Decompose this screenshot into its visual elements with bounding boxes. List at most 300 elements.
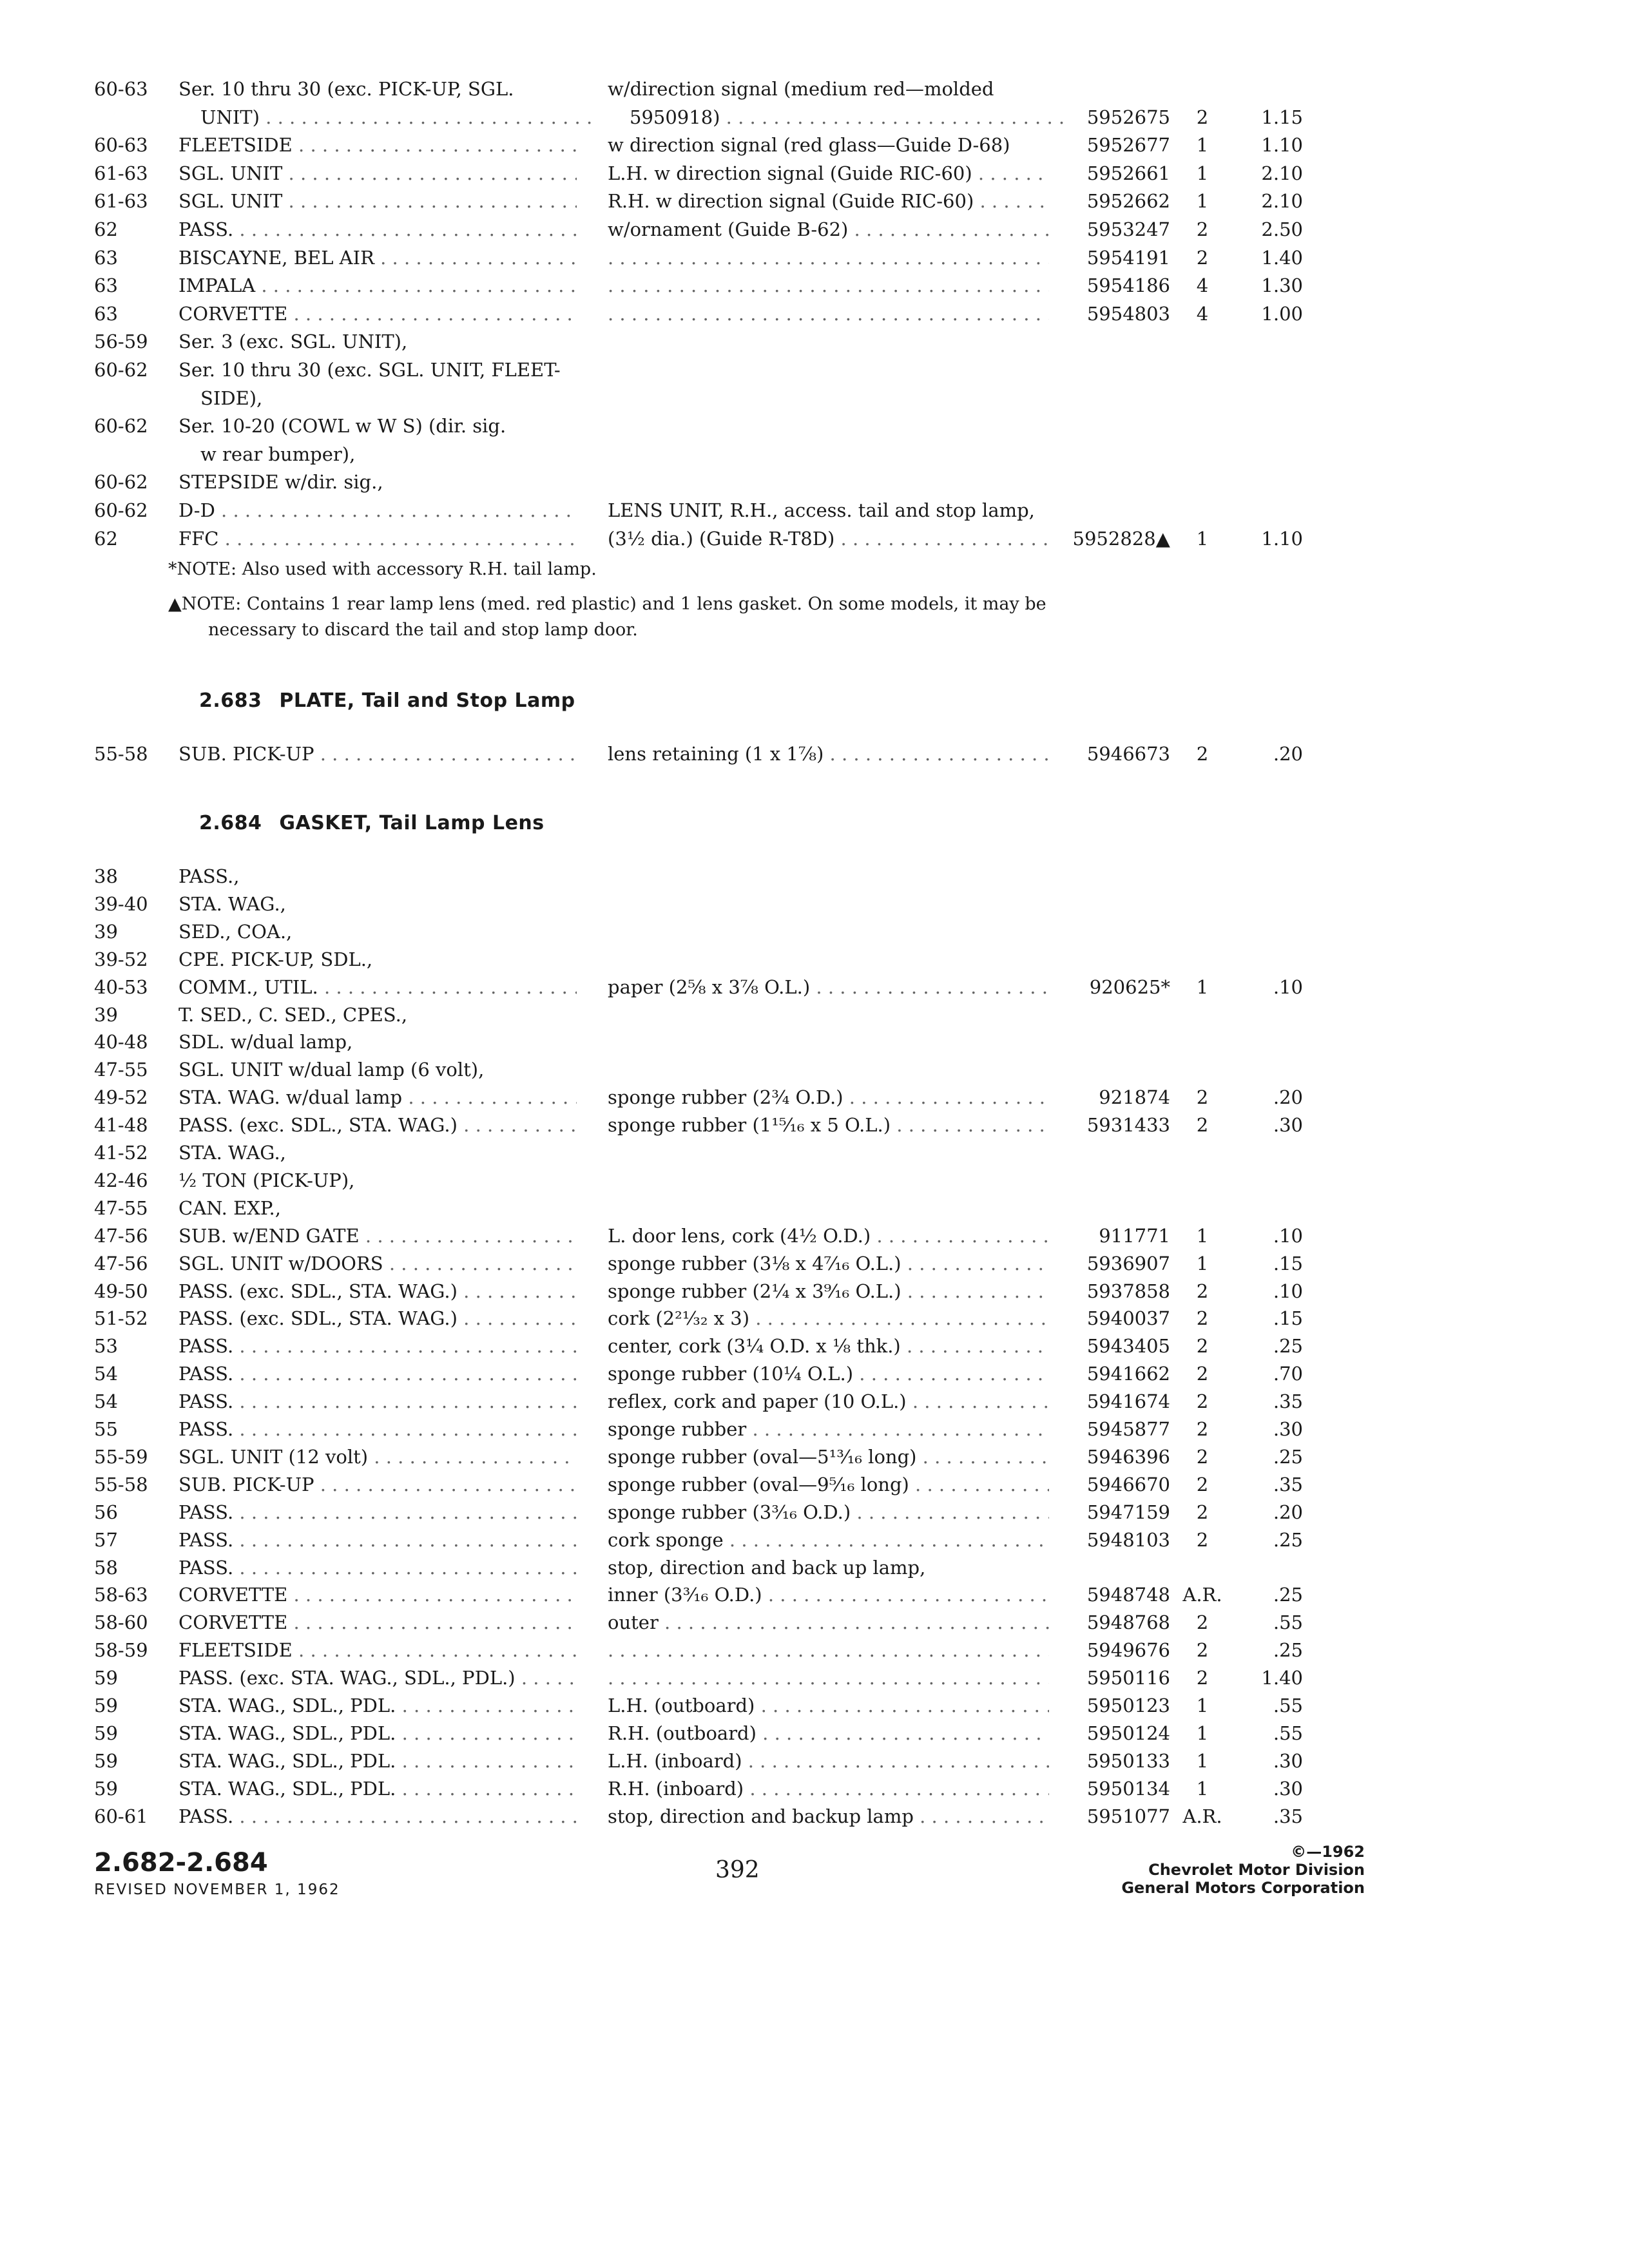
price: .20	[1273, 1501, 1303, 1523]
year-range: 60-62	[94, 359, 148, 381]
quantity	[1178, 1553, 1227, 1582]
part-number	[1055, 356, 1170, 384]
part-number	[1055, 468, 1170, 496]
part-number: 5943405	[1086, 1335, 1170, 1358]
part-number: 5951077	[1086, 1805, 1170, 1827]
table-row	[0, 1498, 1629, 1526]
table-row	[0, 945, 1629, 974]
table-row	[0, 1222, 1629, 1250]
year-range: 47-56	[94, 1224, 148, 1247]
price	[1236, 1553, 1303, 1582]
year-range: 55	[94, 1418, 118, 1440]
quantity: 2	[1196, 1639, 1209, 1662]
description: sponge rubber (oval—9⁵⁄₁₆ long) . . .	[608, 1470, 1049, 1499]
application: STA. WAG.,	[178, 892, 286, 915]
application: PASS. (exc. SDL., STA. WAG.) . . .	[178, 1277, 577, 1305]
quantity: 2	[1196, 1363, 1209, 1385]
application: STEPSIDE w/dir. sig.,	[178, 471, 383, 494]
part-number: 5952661	[1086, 162, 1170, 184]
application: STA. WAG., SDL., PDL. . . .	[178, 1691, 577, 1720]
part-number: 5946396	[1086, 1445, 1170, 1468]
quantity: 1	[1196, 1722, 1209, 1744]
part-number: 5950116	[1086, 1667, 1170, 1689]
description: L.H. w direction signal (Guide RIC-60) . . .	[608, 159, 1049, 187]
application: SGL. UNIT (12 volt) . . .	[178, 1443, 577, 1471]
description: stop, direction and back up lamp,	[608, 1556, 926, 1579]
price: .15	[1273, 1252, 1303, 1274]
year-range: 61-63	[94, 190, 148, 213]
table-row	[0, 1774, 1629, 1803]
year-range: 63	[94, 246, 118, 269]
price	[1236, 1194, 1303, 1222]
price: .55	[1273, 1695, 1303, 1716]
table-row	[0, 973, 1629, 1001]
application: w rear bumper),	[200, 443, 356, 465]
year-range: 55-59	[94, 1445, 148, 1468]
table-row	[0, 1194, 1629, 1222]
application: CORVETTE . . .	[178, 1581, 577, 1609]
quantity: 1	[1196, 134, 1209, 157]
description: 5950918) . . .	[608, 103, 1071, 131]
year-range: 38	[94, 865, 118, 887]
quantity: 1	[1196, 1695, 1209, 1716]
section-number: 2.684	[199, 812, 262, 834]
year-range: 58-59	[94, 1639, 148, 1662]
year-range: 59	[94, 1749, 118, 1772]
quantity: 2	[1196, 1114, 1209, 1137]
application: PASS. . . .	[178, 215, 577, 244]
description: L.H. (inboard) . . .	[608, 1747, 1049, 1775]
price: .30	[1273, 1418, 1303, 1440]
table-row	[0, 1249, 1629, 1278]
table-row	[0, 1332, 1629, 1360]
year-range	[94, 440, 171, 468]
application: SUB. w/END GATE . . .	[178, 1222, 577, 1250]
part-number: 911771	[1099, 1224, 1170, 1247]
part-number	[1055, 862, 1170, 890]
table-row	[0, 1415, 1629, 1443]
quantity	[1178, 440, 1227, 468]
price: 1.40	[1261, 246, 1303, 269]
part-number	[1055, 412, 1170, 440]
table-row	[0, 1443, 1629, 1471]
description	[608, 918, 1049, 946]
price	[1236, 1028, 1303, 1056]
year-range: 47-56	[94, 1252, 148, 1274]
year-range: 39-52	[94, 948, 148, 970]
table-row	[0, 1691, 1629, 1720]
price: 1.10	[1261, 527, 1303, 550]
year-range	[94, 103, 171, 131]
part-number: 920625*	[1089, 975, 1170, 998]
table-row	[0, 1028, 1629, 1056]
table-row	[0, 384, 1629, 412]
price: 1.30	[1261, 274, 1303, 297]
quantity: A.R.	[1182, 1584, 1222, 1606]
quantity: 2	[1196, 1501, 1209, 1523]
description: w direction signal (red glass—Guide D-68)	[608, 134, 1010, 157]
quantity: 4	[1196, 302, 1209, 325]
quantity	[1178, 356, 1227, 384]
year-range: 56-59	[94, 331, 148, 353]
year-range: 63	[94, 274, 118, 297]
part-number: 5946670	[1086, 1473, 1170, 1495]
price	[1236, 862, 1303, 890]
part-number	[1055, 1055, 1170, 1084]
quantity: 2	[1196, 1418, 1209, 1440]
price	[1236, 918, 1303, 946]
application: FLEETSIDE . . .	[178, 1636, 577, 1664]
price: .25	[1273, 1584, 1303, 1606]
year-range: 55-58	[94, 1473, 148, 1495]
part-number: 5949676	[1086, 1639, 1170, 1662]
quantity	[1178, 890, 1227, 918]
application: Ser. 10-20 (COWL w W S) (dir. sig.	[178, 415, 506, 437]
table-row	[0, 271, 1629, 300]
description	[608, 1139, 1049, 1167]
price: 1.15	[1261, 106, 1303, 128]
part-number: 5946673	[1086, 743, 1170, 765]
part-number: 5950124	[1086, 1722, 1170, 1744]
quantity: 2	[1196, 106, 1209, 128]
description: w/ornament (Guide B-62) . . .	[608, 215, 1049, 244]
part-number	[1055, 945, 1170, 974]
price	[1236, 1055, 1303, 1084]
price	[1236, 890, 1303, 918]
quantity: A.R.	[1182, 1805, 1222, 1827]
table-row	[0, 440, 1629, 468]
description: sponge rubber (3³⁄₁₆ O.D.) . . .	[608, 1498, 1049, 1526]
application: PASS.,	[178, 865, 240, 887]
section-number: 2.683	[199, 689, 262, 712]
page-number: 392	[715, 1857, 760, 1883]
price: .10	[1273, 1280, 1303, 1302]
price: .25	[1273, 1528, 1303, 1551]
year-range: 53	[94, 1335, 118, 1358]
application: UNIT) . . .	[178, 103, 599, 131]
description: w/direction signal (medium red—molded	[608, 78, 994, 100]
part-number	[1055, 1139, 1170, 1167]
year-range: 62	[94, 527, 118, 550]
description: sponge rubber (oval—5¹³⁄₁₆ long) . . .	[608, 1443, 1049, 1471]
part-number: 5948768	[1086, 1611, 1170, 1634]
description: sponge rubber (3⅛ x 4⁷⁄₁₆ O.L.) . . .	[608, 1249, 1049, 1278]
part-number: 5947159	[1086, 1501, 1170, 1523]
table-row	[0, 1581, 1629, 1609]
part-number: 5931433	[1086, 1114, 1170, 1137]
part-number: 5954191	[1086, 246, 1170, 269]
price: .15	[1273, 1307, 1303, 1330]
price	[1236, 440, 1303, 468]
corporation-name: General Motors Corporation	[1121, 1879, 1365, 1897]
application: D-D . . .	[178, 496, 577, 524]
price: .55	[1273, 1722, 1303, 1744]
description: sponge rubber (1¹⁵⁄₁₆ x 5 O.L.) . . .	[608, 1111, 1049, 1139]
table-row	[0, 1526, 1629, 1554]
year-range: 60-62	[94, 415, 148, 437]
description	[608, 862, 1049, 890]
quantity	[1178, 1166, 1227, 1195]
description	[608, 356, 1049, 384]
table-row	[0, 1387, 1629, 1416]
quantity: 2	[1196, 1280, 1209, 1302]
part-number: 5952828▲	[1072, 527, 1170, 550]
table-row	[0, 244, 1629, 272]
description	[608, 1001, 1049, 1029]
table-row	[0, 1747, 1629, 1775]
quantity	[1178, 75, 1227, 103]
table-row	[0, 412, 1629, 440]
price	[1236, 1139, 1303, 1167]
year-range: 41-48	[94, 1114, 148, 1137]
quantity	[1178, 327, 1227, 356]
table-row	[0, 1664, 1629, 1692]
division-name: Chevrolet Motor Division	[1148, 1861, 1365, 1879]
year-range: 62	[94, 218, 118, 240]
description: lens retaining (1 x 1⅞) . . .	[608, 740, 1049, 768]
part-number: 5945877	[1086, 1418, 1170, 1440]
quantity: 1	[1196, 190, 1209, 213]
year-range: 49-52	[94, 1086, 148, 1109]
part-number	[1055, 440, 1170, 468]
table-row	[0, 1360, 1629, 1388]
part-number: 5950123	[1086, 1695, 1170, 1716]
price: .35	[1273, 1390, 1303, 1413]
year-range: 49-50	[94, 1280, 148, 1302]
copyright: ©—1962	[1291, 1843, 1365, 1861]
price: .35	[1273, 1473, 1303, 1495]
table-row	[0, 1166, 1629, 1195]
section-heading-plate	[199, 689, 575, 712]
quantity: 2	[1196, 1335, 1209, 1358]
application: CAN. EXP.,	[178, 1196, 281, 1219]
year-range: 60-62	[94, 499, 148, 521]
description	[608, 412, 1049, 440]
quantity: 1	[1196, 1749, 1209, 1772]
description	[608, 1166, 1049, 1195]
description: L. door lens, cork (4½ O.D.) . . .	[608, 1222, 1049, 1250]
quantity	[1178, 1055, 1227, 1084]
price: .35	[1273, 1805, 1303, 1827]
section-range: 2.682-2.684	[94, 1848, 268, 1878]
year-range: 60-61	[94, 1805, 148, 1827]
table-row	[0, 740, 1629, 768]
table-row	[0, 103, 1629, 131]
table-row	[0, 862, 1629, 890]
quantity: 2	[1196, 1445, 1209, 1468]
description	[608, 1636, 1049, 1664]
price	[1236, 327, 1303, 356]
year-range: 47-55	[94, 1196, 148, 1219]
application: FLEETSIDE . . .	[178, 131, 577, 159]
part-number: 921874	[1099, 1086, 1170, 1109]
price: .70	[1273, 1363, 1303, 1385]
part-number: 5950133	[1086, 1749, 1170, 1772]
note-contains: ▲NOTE: Contains 1 rear lamp lens (med. red plastic) and 1 lens gasket. On some models, it may be necessary to discard the tail and stop lamp door.	[168, 594, 1046, 640]
year-range: 39	[94, 1003, 118, 1026]
table-row	[0, 1636, 1629, 1664]
application: PASS. . . .	[178, 1387, 577, 1416]
application: Ser. 3 (exc. SGL. UNIT),	[178, 331, 408, 353]
part-number: 5940037	[1086, 1307, 1170, 1330]
part-number: 5948748	[1086, 1584, 1170, 1606]
description: stop, direction and backup lamp . . .	[608, 1802, 1049, 1831]
part-number: 5952662	[1086, 190, 1170, 213]
section-title: PLATE, Tail and Stop Lamp	[279, 689, 575, 712]
year-range: 60-63	[94, 134, 148, 157]
quantity	[1178, 862, 1227, 890]
part-number	[1055, 1553, 1170, 1582]
description: cork sponge . . .	[608, 1526, 1049, 1554]
description	[608, 440, 1071, 468]
price: 1.10	[1261, 134, 1303, 157]
quantity: 2	[1196, 1473, 1209, 1495]
description	[608, 468, 1049, 496]
year-range: 58-60	[94, 1611, 148, 1634]
price	[1236, 468, 1303, 496]
year-range: 59	[94, 1667, 118, 1689]
table-row	[0, 1802, 1629, 1831]
part-number	[1055, 890, 1170, 918]
table-row	[0, 496, 1629, 524]
description: cork (2²¹⁄₃₂ x 3) . . .	[608, 1304, 1049, 1332]
table-row	[0, 327, 1629, 356]
table-row	[0, 1083, 1629, 1111]
description	[608, 271, 1049, 300]
description: inner (3³⁄₁₆ O.D.) . . .	[608, 1581, 1049, 1609]
part-number	[1055, 1166, 1170, 1195]
year-range: 47-55	[94, 1059, 148, 1081]
table-row	[0, 1719, 1629, 1747]
application: Ser. 10 thru 30 (exc. PICK-UP, SGL.	[178, 78, 514, 100]
quantity: 1	[1196, 1252, 1209, 1274]
quantity	[1178, 468, 1227, 496]
quantity: 2	[1196, 1528, 1209, 1551]
year-range: 42-46	[94, 1169, 148, 1191]
quantity	[1178, 945, 1227, 974]
application: SGL. UNIT w/DOORS . . .	[178, 1249, 577, 1278]
year-range: 60-62	[94, 471, 148, 494]
year-range: 39-40	[94, 892, 148, 915]
footer-publisher	[1121, 1843, 1365, 1897]
description	[608, 1194, 1049, 1222]
description: center, cork (3¼ O.D. x ⅛ thk.) . . .	[608, 1332, 1049, 1360]
price: 1.40	[1261, 1667, 1303, 1689]
year-range: 59	[94, 1695, 118, 1716]
application: CPE. PICK-UP, SDL.,	[178, 948, 373, 970]
year-range: 57	[94, 1528, 118, 1551]
application: T. SED., C. SED., CPES.,	[178, 1003, 408, 1026]
year-range: 39	[94, 920, 118, 943]
price	[1236, 496, 1303, 524]
application: CORVETTE . . .	[178, 1608, 577, 1637]
application: IMPALA . . .	[178, 271, 577, 300]
year-range: 40-48	[94, 1031, 148, 1053]
quantity	[1178, 1001, 1227, 1029]
description: L.H. (outboard) . . .	[608, 1691, 1049, 1720]
price: 2.10	[1261, 162, 1303, 184]
price	[1236, 1166, 1303, 1195]
part-number	[1055, 1194, 1170, 1222]
description	[608, 384, 1071, 412]
note-tail-lamp: *NOTE: Also used with accessory R.H. tail lamp.	[168, 559, 597, 579]
price: .25	[1273, 1639, 1303, 1662]
price: .10	[1273, 1224, 1303, 1247]
description	[608, 890, 1049, 918]
table-row	[0, 187, 1629, 215]
application: Ser. 10 thru 30 (exc. SGL. UNIT, FLEET-	[178, 359, 561, 381]
application: SUB. PICK-UP . . .	[178, 1470, 577, 1499]
application: SGL. UNIT . . .	[178, 187, 577, 215]
table-row	[0, 356, 1629, 384]
application: PASS. (exc. STA. WAG., SDL., PDL.) . . .	[178, 1664, 577, 1692]
table-row	[0, 159, 1629, 187]
application: SGL. UNIT . . .	[178, 159, 577, 187]
application: PASS. (exc. SDL., STA. WAG.) . . .	[178, 1111, 577, 1139]
quantity: 2	[1196, 1611, 1209, 1634]
application: PASS. . . .	[178, 1415, 577, 1443]
price	[1236, 1001, 1303, 1029]
part-number: 5952677	[1086, 134, 1170, 157]
quantity: 2	[1196, 246, 1209, 269]
table-row	[0, 1111, 1629, 1139]
price	[1236, 412, 1303, 440]
year-range: 40-53	[94, 975, 148, 998]
application: SGL. UNIT w/dual lamp (6 volt),	[178, 1059, 485, 1081]
description: R.H. (outboard) . . .	[608, 1719, 1049, 1747]
application: SDL. w/dual lamp,	[178, 1031, 353, 1053]
footer-left	[94, 1848, 340, 1898]
price	[1236, 356, 1303, 384]
application: PASS. (exc. SDL., STA. WAG.) . . .	[178, 1304, 577, 1332]
description	[608, 1055, 1049, 1084]
part-number: 5952675	[1086, 106, 1170, 128]
part-number	[1055, 918, 1170, 946]
part-number: 5941674	[1086, 1390, 1170, 1413]
table-row	[0, 1055, 1629, 1084]
part-number: 5937858	[1086, 1280, 1170, 1302]
year-range: 61-63	[94, 162, 148, 184]
year-range	[94, 384, 171, 412]
quantity: 2	[1196, 1667, 1209, 1689]
application: FFC . . .	[178, 524, 577, 553]
table-row	[0, 890, 1629, 918]
price: .30	[1273, 1749, 1303, 1772]
year-range: 59	[94, 1777, 118, 1800]
year-range: 54	[94, 1390, 118, 1413]
part-number: 5950134	[1086, 1777, 1170, 1800]
price: 2.10	[1261, 190, 1303, 213]
application: STA. WAG. w/dual lamp . . .	[178, 1083, 577, 1111]
table-row	[0, 1139, 1629, 1167]
table-row	[0, 1470, 1629, 1499]
application: CORVETTE . . .	[178, 300, 577, 328]
part-number	[1055, 384, 1170, 412]
table-row	[0, 1001, 1629, 1029]
description	[608, 300, 1049, 328]
quantity: 2	[1196, 1086, 1209, 1109]
quantity: 1	[1196, 1777, 1209, 1800]
quantity	[1178, 384, 1227, 412]
quantity	[1178, 1139, 1227, 1167]
part-number	[1055, 1028, 1170, 1056]
price: .55	[1273, 1611, 1303, 1634]
quantity: 1	[1196, 1224, 1209, 1247]
description: R.H. (inboard) . . .	[608, 1774, 1049, 1803]
quantity: 2	[1196, 1390, 1209, 1413]
year-range: 58	[94, 1556, 118, 1579]
part-number	[1055, 496, 1170, 524]
